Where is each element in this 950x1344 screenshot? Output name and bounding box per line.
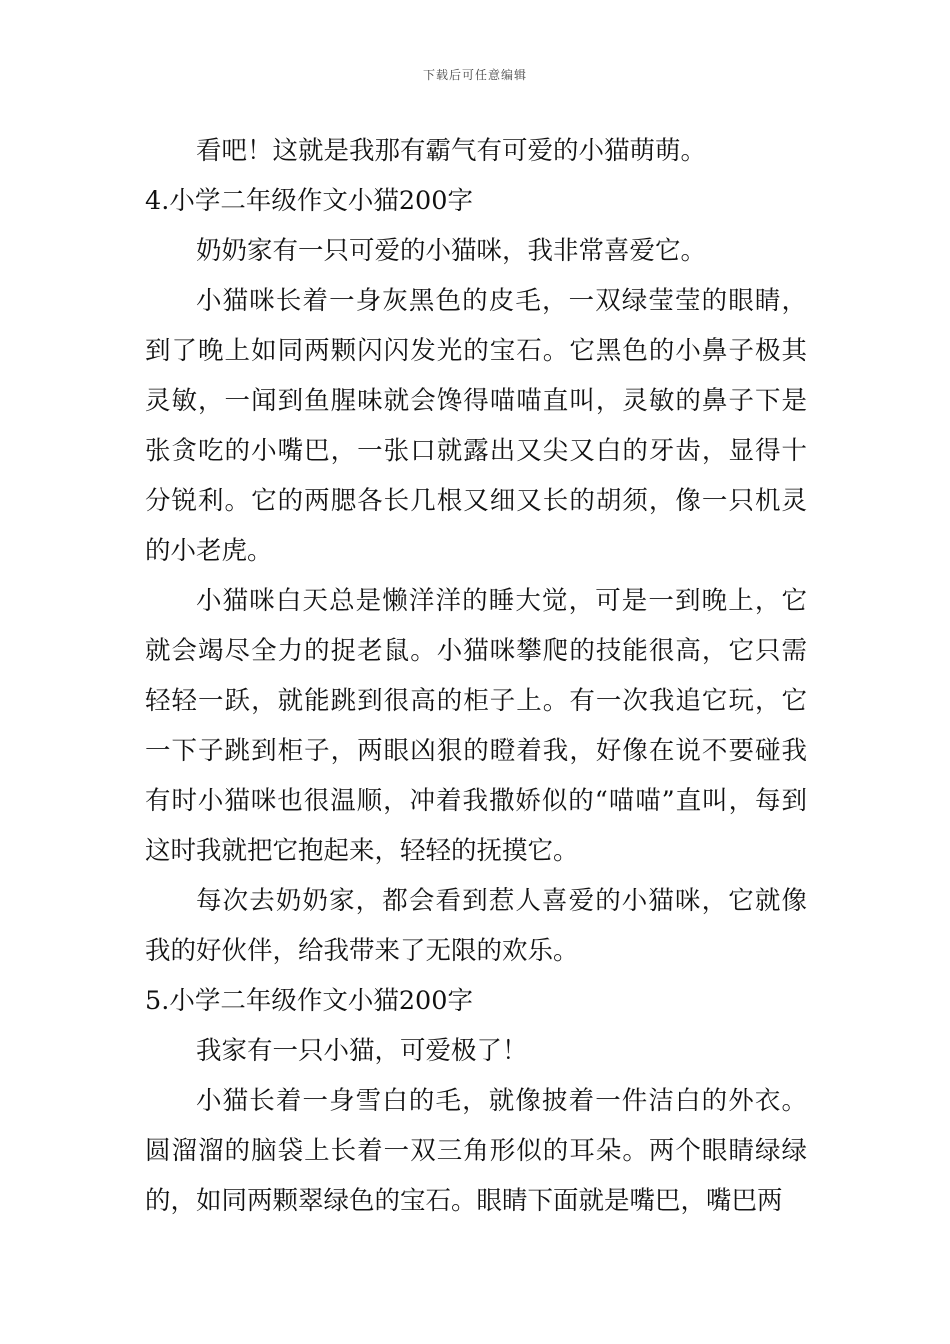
section-heading-4: 4.小学二年级作文小猫200字: [145, 186, 474, 216]
paragraph-appearance-4: 小猫咪长着一身灰黑色的皮毛，一双绿莹莹的眼睛，到了晚上如同两颗闪闪发光的宝石。它黑色的小鼻子极其灵敏，一闻到鱼腥味就会馋得喵喵直叫，灵敏的鼻子下是张贪吃的小嘴巴，一张口就露出又尖又白的牙齿，显得十分锐利。它的两腮各长几根又细又长的胡须，像一只机灵的小老虎。: [145, 286, 807, 566]
paragraph-appearance-5: 小猫长着一身雪白的毛，就像披着一件洁白的外衣。圆溜溜的脑袋上长着一双三角形似的耳朵。两个眼睛绿绿的，如同两颗翠绿色的宝石。眼睛下面就是嘴巴，嘴巴两: [145, 1086, 807, 1216]
paragraph-closing-line: 看吧！这就是我那有霸气有可爱的小猫萌萌。: [196, 136, 707, 166]
document-body: [145, 126, 807, 1226]
paragraph-intro-4: 奶奶家有一只可爱的小猫咪，我非常喜爱它。: [196, 236, 707, 266]
page-header-note: 下载后可任意编辑: [422, 68, 527, 82]
paragraph-behavior-4: 小猫咪白天总是懒洋洋的睡大觉，可是一到晚上，它就会竭尽全力的捉老鼠。小猫咪攀爬的技能很高，它只需轻轻一跃，就能跳到很高的柜子上。有一次我追它玩，它一下子跳到柜子，两眼凶狠的瞪着我，好像在说不要碰我有时小猫咪也很温顺，冲着我撒娇似的“喵喵”直叫，每到这时我就把它抱起来，轻轻的抚摸它。: [145, 586, 807, 866]
section-heading-5: 5.小学二年级作文小猫200字: [145, 986, 474, 1016]
paragraph-conclusion-4: 每次去奶奶家，都会看到惹人喜爱的小猫咪，它就像我的好伙伴，给我带来了无限的欢乐。: [145, 886, 807, 966]
paragraph-intro-5: 我家有一只小猫，可爱极了！: [196, 1036, 528, 1066]
